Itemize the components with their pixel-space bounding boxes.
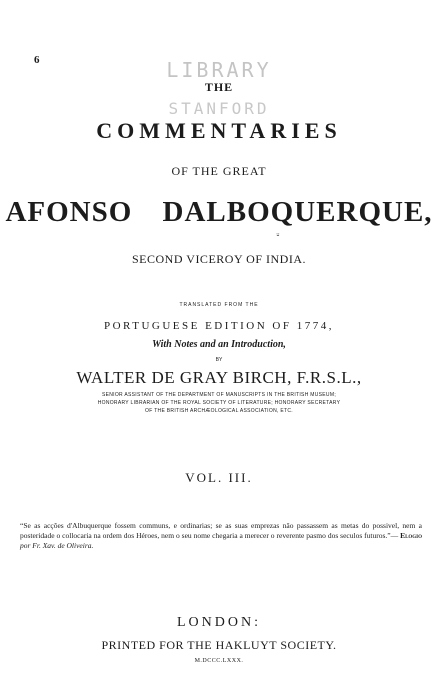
subtitle: SECOND VICEROY OF INDIA. (131, 252, 306, 266)
translator-credentials: SENIOR ASSISTANT OF THE DEPARTMENT OF MANUSCRIPTS IN THE BRITISH MUSEUM; HONORARY LIBRARIAN OF THE ROYAL SOCIETY OF LITERATURE; HONORARY SECRETARY OF THE BRITISH ARCHÆOLOGICAL ASSOCIATION, ETC. (97, 392, 341, 414)
imprint-year: M.DCCC.LXXX. (194, 658, 244, 664)
by-line: BY (215, 357, 223, 363)
translated-from: TRANSLATED FROM THE (179, 302, 259, 308)
imprint-printer: PRINTED FOR THE HAKLUYT SOCIETY. (101, 638, 337, 652)
notes-line: With Notes and an Introduction, (152, 339, 286, 350)
translator-name: WALTER DE GRAY BIRCH, F.R.S.L., (76, 368, 362, 387)
imprint-city: LONDON: (177, 615, 261, 630)
library-stamp-lower: STANFORD (168, 99, 270, 118)
epigraph (20, 521, 422, 551)
edition-line: PORTUGUESE EDITION OF 1774, (103, 320, 334, 332)
title-commentaries: COMMENTARIES (96, 118, 342, 143)
epigraph-quote: “Se as acções d'Albuquerque fossem communs, e ordinarias; se as suas emprezas não passassem as metas do possivel, nem a posteridade o collocaria na ordem dos Héroes, nem o seu nome chegaria a merecer o reverente pasmo dos seculos futuros.”— (20, 521, 422, 540)
epigraph-source-author: por Fr. Xav. de Oliveira. (20, 541, 94, 550)
library-stamp-upper: LIBRARY (166, 58, 272, 82)
title-the: THE (204, 80, 234, 94)
page-corner-mark: 6 (34, 54, 40, 66)
title-of-the-great: OF THE GREAT (171, 164, 267, 178)
epigraph-source-label: Elogio (400, 531, 423, 540)
volume-number: VOL. III. (185, 470, 253, 485)
title-name: AFONSO DALBOQUERQUE, (5, 196, 433, 228)
ornament-icon: ⸚ (276, 230, 280, 240)
